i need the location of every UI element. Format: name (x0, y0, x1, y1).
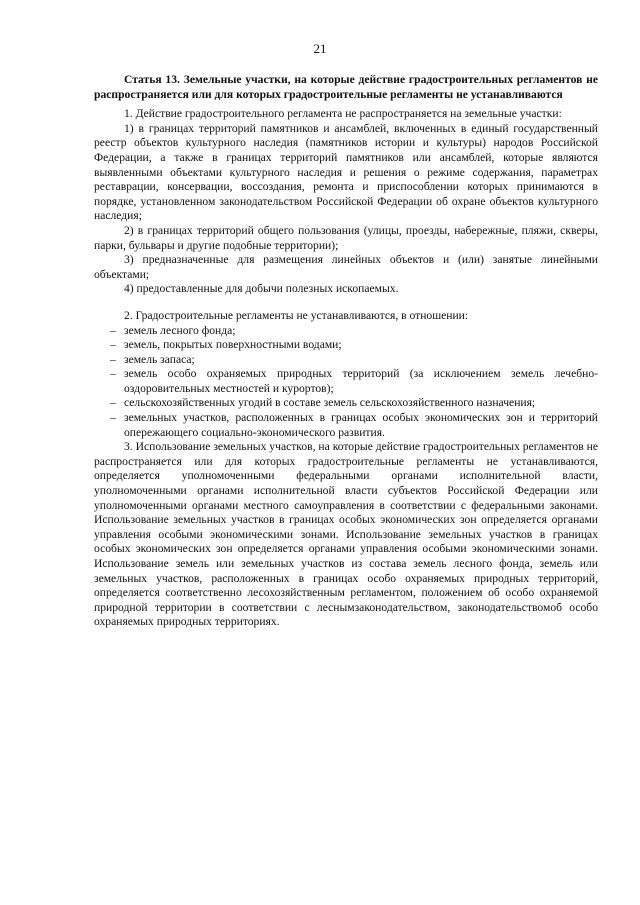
part1-intro: 1. Действие градостроительного регламента не распространяется на земельные участки: (124, 107, 562, 121)
part2-list (94, 324, 598, 441)
list-item (94, 353, 598, 368)
part1-item-4: 4) предоставленные для добычи полезных ископаемых. (124, 282, 399, 296)
list-item-text: земель особо охраняемых природных территорий (за исключением земель лечебно-оздоровительных местностей и курортов); (124, 367, 598, 395)
list-item (94, 396, 598, 411)
list-item-text: земель лесного фонда; (124, 323, 236, 337)
list-item-text: сельскохозяйственных угодий в составе земель сельскохозяйственного назначения; (124, 396, 536, 410)
document-body (94, 73, 598, 630)
list-item-text: земель, покрытых поверхностными водами; (124, 338, 342, 352)
dash-marker: – (110, 323, 116, 337)
page-number: 21 (313, 41, 327, 56)
list-item (94, 411, 598, 440)
part2-intro: 2. Градостроительные регламенты не устанавливаются, в отношении: (124, 308, 469, 322)
part1-item-1: 1) в границах территорий памятников и ансамблей, включенных в единый государственный реестр объектов культурного наследия (памятников истории и культуры) народов Российской Федерации, а также в границах территорий памятников или ансамблей, которые являются выявленными объектами культурного наследия и решения о режиме содержания, параметрах реставрации, консервации, воссоздания, ремонта и приспособлении которых принимаются в порядке, установленном законодательством Российской Федерации об охране объектов культурного наследия; (94, 121, 598, 223)
article-heading: Статья 13. Земельные участки, на которые действие градостроительных регламентов не распространяется или для которых градостроительные регламенты не устанавливаются (94, 73, 598, 101)
dash-marker: – (110, 367, 116, 381)
dash-marker: – (110, 338, 116, 352)
list-item (94, 367, 598, 396)
part1-item-2: 2) в границах территорий общего пользования (улицы, проезды, набережные, пляжи, скверы, парки, бульвары и другие подобные территории); (94, 223, 598, 252)
list-item (94, 324, 598, 339)
dash-marker: – (110, 411, 116, 425)
part1-item-3: 3) предназначенные для размещения линейных объектов и (или) занятые линейными объектами; (94, 253, 598, 281)
dash-marker: – (110, 352, 116, 366)
list-item-text: земельных участков, расположенных в границах особых экономических зон и территорий опережающего социально-экономического развития. (124, 411, 598, 439)
list-item (94, 338, 598, 353)
list-item-text: земель запаса; (124, 352, 195, 366)
part3-paragraph: 3. Использование земельных участков, на которые действие градостроительных регламентов не распространяется или для которых градостроительные регламенты не устанавливаются, определяется уполномоченными федеральными органами исполнительной власти, уполномоченными органами исполнительной власти субъектов Российской Федерации или уполномоченными органами местного самоуправления в соответствии с федеральными законами. Использование земельных участков в границах особых экономических зон определяется органами управления особыми экономическими зонами. Использование земельных участков в границах особых экономических зон определяется органами управления особыми экономическими зонами. Использование земель или земельных участков из состава земель лесного фонда, земель или земельных участков, расположенных в границах особо охраняемых природных территорий, определяется соответственно лесохозяйственным регламентом, положением об особо охраняемой природной территории в соответствии с леснымзаконодательством, законодательствомоб особо охраняемых природных территориях. (94, 440, 598, 629)
dash-marker: – (110, 396, 116, 410)
